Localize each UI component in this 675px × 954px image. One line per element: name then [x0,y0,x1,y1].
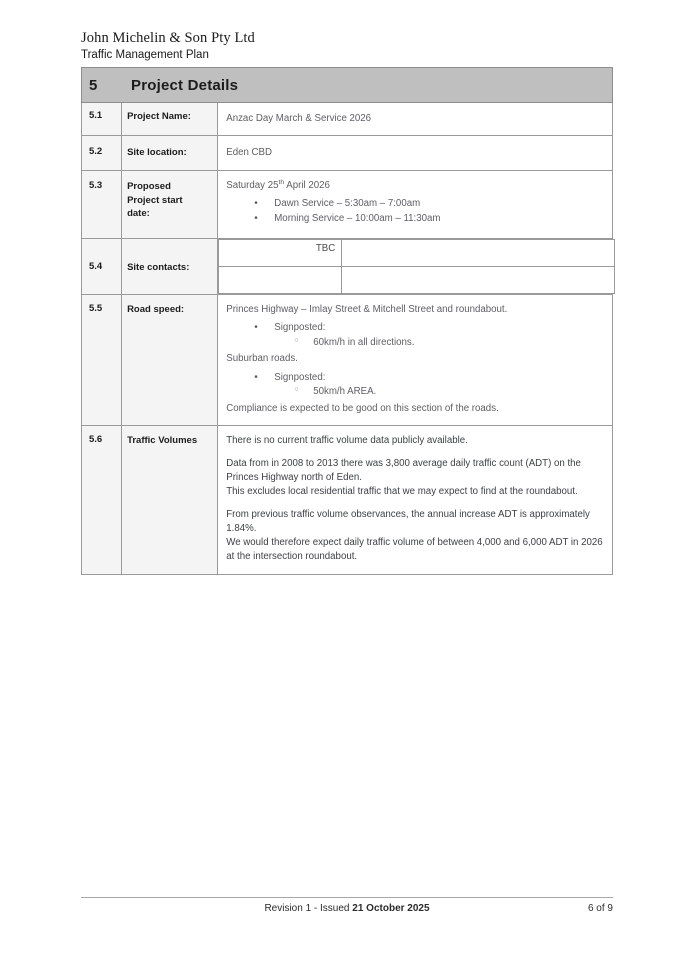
road-speed-intro: Princes Highway – Imlay Street & Mitchell Street and roundabout. [226,304,508,316]
site-contact-detail-cell-2[interactable] [342,267,615,294]
document-footer [81,897,613,917]
list-item: • Dawn Service – 5:30am – 7:00am [226,197,604,212]
site-contacts-grid [218,239,615,294]
list-item: ○ 60km/h in all directions. [274,336,604,351]
project-start-time-list [226,197,604,226]
date-suffix: April 2026 [284,180,330,192]
site-contact-detail-cell-1[interactable] [342,240,615,267]
site-contact-name-2 [219,267,341,293]
date-ordinal-suffix: th [278,178,285,186]
site-contact-detail-2 [342,267,614,293]
traffic-volume-para-3-line-2: We would therefore expect daily traffic volume of between 4,000 and 6,000 ADT in 2026 at the intersection roundabout. [226,537,603,563]
row-label-cell-5-5 [122,295,218,425]
row-label: Project Name: [127,111,191,122]
row-number-cell-5-1 [82,103,122,136]
site-location-value: Eden CBD [226,147,273,159]
row-number-cell-5-2 [82,136,122,171]
site-contacts-row-2 [219,267,615,294]
footer-divider [81,897,613,898]
project-details-table [81,67,613,575]
row-label-cell-5-1 [122,103,218,136]
road-speed-list-1 [226,321,604,350]
footer-revision-prefix: Revision 1 - Issued [264,903,353,914]
road-speed-sublist-1 [274,336,604,351]
table-row [82,171,613,239]
row-value-cell-5-3 [218,171,613,239]
row-number-cell-5-6 [82,425,122,575]
row-number-cell-5-4 [82,239,122,295]
traffic-volume-para-3-line-1: From previous traffic volume observances, the annual increase ADT is approximately 1.84%. [226,508,590,534]
document-header [81,30,613,62]
list-item [226,321,604,350]
table-row [82,103,613,136]
list-item: • Morning Service – 10:00am – 11:30am [226,212,604,227]
suburban-roads-text: Suburban roads. [226,353,298,365]
table-row [82,136,613,171]
traffic-volume-para-2-line-2: This excludes local residential traffic that we may expect to find at the roundabout. [226,485,578,497]
traffic-volume-para-2-line-1: Data from in 2008 to 2013 there was 3,800 average daily traffic count (ADT) on the Princes Highway north of Eden. [226,457,581,483]
table-row [82,239,613,295]
row-label-cell-5-6 [122,425,218,575]
traffic-volume-para-3 [226,508,604,564]
row-number: 5.2 [89,146,103,158]
date-prefix: Saturday 25 [226,180,279,192]
site-contacts-row-1 [219,240,615,267]
project-name-value: Anzac Day March & Service 2026 [226,113,372,124]
list-item [226,371,604,400]
section-number: 5 [89,76,98,94]
footer-page-number: 6 of 9 [587,903,613,914]
road-speed-sublist-2 [274,385,604,400]
site-contact-name-cell-2[interactable] [219,267,342,294]
table-row [82,295,613,425]
compliance-text: Compliance is expected to be good on this section of the roads. [226,402,499,414]
list-item-label: Signposted: [274,322,326,334]
row-number: 5.5 [89,303,103,315]
row-number: 5.3 [89,180,103,192]
row-label: Proposed Project start date: [127,181,183,220]
row-value-cell-5-4 [218,239,613,295]
document-subtitle: Traffic Management Plan [81,49,209,62]
row-number-cell-5-3 [82,171,122,239]
traffic-volume-para-2 [226,457,604,499]
company-name: John Michelin & Son Pty Ltd [81,30,255,46]
row-value-cell-5-1 [218,103,613,136]
row-number-cell-5-5 [82,295,122,425]
table-section-header-row [82,68,613,103]
row-label-cell-5-4 [122,239,218,295]
row-number: 5.4 [89,261,103,273]
row-label: Traffic Volumes [127,434,198,446]
site-contact-name-cell-1[interactable] [219,240,342,267]
row-label: Site contacts: [127,262,190,274]
row-label-cell-5-3 [122,171,218,239]
row-label: Site location: [127,147,187,159]
row-number: 5.1 [89,110,103,121]
footer-revision [81,903,613,914]
site-contact-detail-1 [342,240,614,266]
footer-revision-date: 21 October 2025 [352,903,430,914]
traffic-volume-para-1: There is no current traffic volume data publicly available. [226,434,468,446]
row-value-cell-5-2 [218,136,613,171]
road-speed-list-2 [226,371,604,400]
table-row [82,425,613,575]
row-value-cell-5-6 [218,425,613,575]
row-value-cell-5-5 [218,295,613,425]
section-header-cell [82,68,613,103]
row-number: 5.6 [89,433,103,445]
project-start-date [226,179,604,193]
row-label-cell-5-2 [122,136,218,171]
list-item-label: Signposted: [274,371,326,383]
row-label: Road speed: [127,304,185,316]
section-title: Project Details [131,76,239,94]
list-item: ○ 50km/h AREA. [274,385,604,400]
site-contact-name-1: TBC [315,243,336,255]
